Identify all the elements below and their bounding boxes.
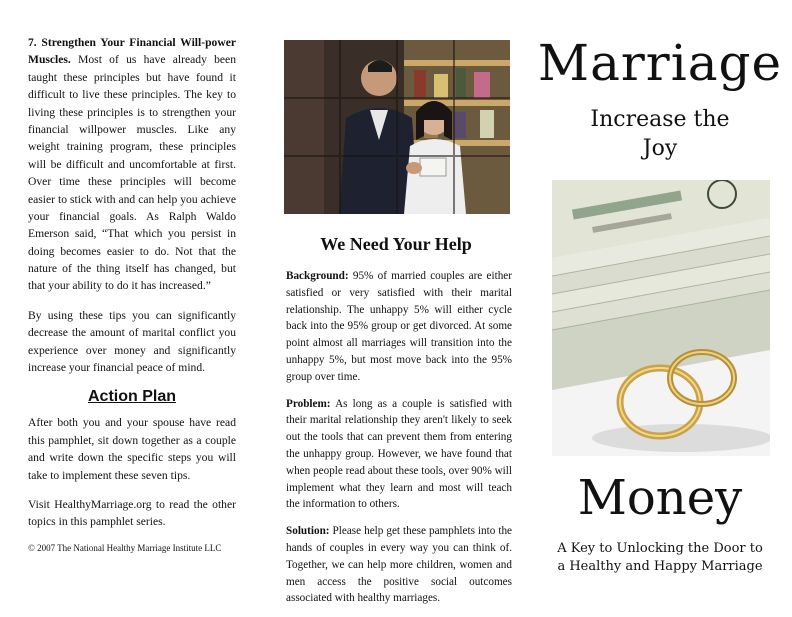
subtitle-line-1: Increase the [590, 107, 730, 132]
right-panel [528, 0, 792, 612]
solution-text: Please help get these pamphlets into the hands of couples in every way you can think of. Together, we can help more children, women and men access the positive social outcomes associated with healthy marriages. [286, 525, 513, 605]
we-need-your-help-heading: We Need Your Help [320, 234, 472, 254]
subtitle-line-2: Joy [642, 135, 678, 161]
marriage-title: Marriage [537, 34, 783, 92]
action-plan-body: After both you and your spouse have read this pamphlet, sit down together as a couple and write down the specific steps you will take to implement these seven tips. [28, 416, 236, 482]
tagline-line-1: A Key to Unlocking the Door to [557, 541, 763, 556]
summary-paragraph: By using these tips you can significantly decrease the amount of marital conflict you experience over money and significantly increase your financial peace of mind. [28, 308, 236, 375]
problem-label: Problem: [286, 397, 331, 410]
background-label: Background: [286, 270, 349, 282]
background-paragraph [286, 268, 512, 386]
money-title: Money [577, 470, 743, 526]
middle-body [286, 268, 512, 617]
tagline [528, 540, 792, 575]
tip-7-title: 7. Strengthen Your Financial Will-power Muscles. [28, 36, 236, 67]
subtitle [528, 106, 792, 163]
visit-text: Visit HealthyMarriage.org to read the other topics in this pamphlet series. [28, 497, 236, 529]
problem-text: As long as a couple is satisfied with their marital relationship they aren't likely to seek out the tools that can prevent them from entering the unhappy group. However, we have found that when people read about these tools, over 90% will implement what they learn and most will teach the information to others. [286, 397, 512, 511]
copyright-notice: © 2007 The National Healthy Marriage Institute LLC [28, 542, 222, 553]
couple-shopping-photo [284, 40, 510, 214]
left-panel [0, 0, 264, 612]
action-plan-heading: Action Plan [87, 388, 176, 406]
solution-paragraph [286, 523, 512, 607]
solution-label: Solution: [286, 525, 330, 538]
problem-paragraph [286, 396, 512, 514]
background-text: 95% of married couples are either satisfied or very satisfied with their marital relationship. The unhappy 5% will either cycle back into the 95% group or get divorced. At some point almost all marriages will transition into the unhappy 5%, but most move back into the 95% group over time. [286, 270, 512, 383]
couple-photo-illustration [284, 40, 510, 214]
tip-7-body: Most of us have already been taught these principles but have found it difficult to live these principles. The key to living these principles is to strengthen your financial willpower muscles. Like any weight training program, these principles will be difficult and uncomfortable at first. Over time these principles will become easier to stick with and can help you achieve your financial goals. As Ralph Waldo Emerson said, “That which you persist in doing becomes easier to do. Not that the nature of the thing itself has changed, but that your ability to do it has increased.” [28, 53, 236, 293]
tagline-line-2: a Healthy and Happy Marriage [557, 558, 763, 574]
middle-panel [264, 0, 528, 612]
money-rings-photo [552, 180, 770, 456]
money-rings-illustration [552, 180, 770, 456]
tip-7-paragraph [28, 34, 236, 295]
